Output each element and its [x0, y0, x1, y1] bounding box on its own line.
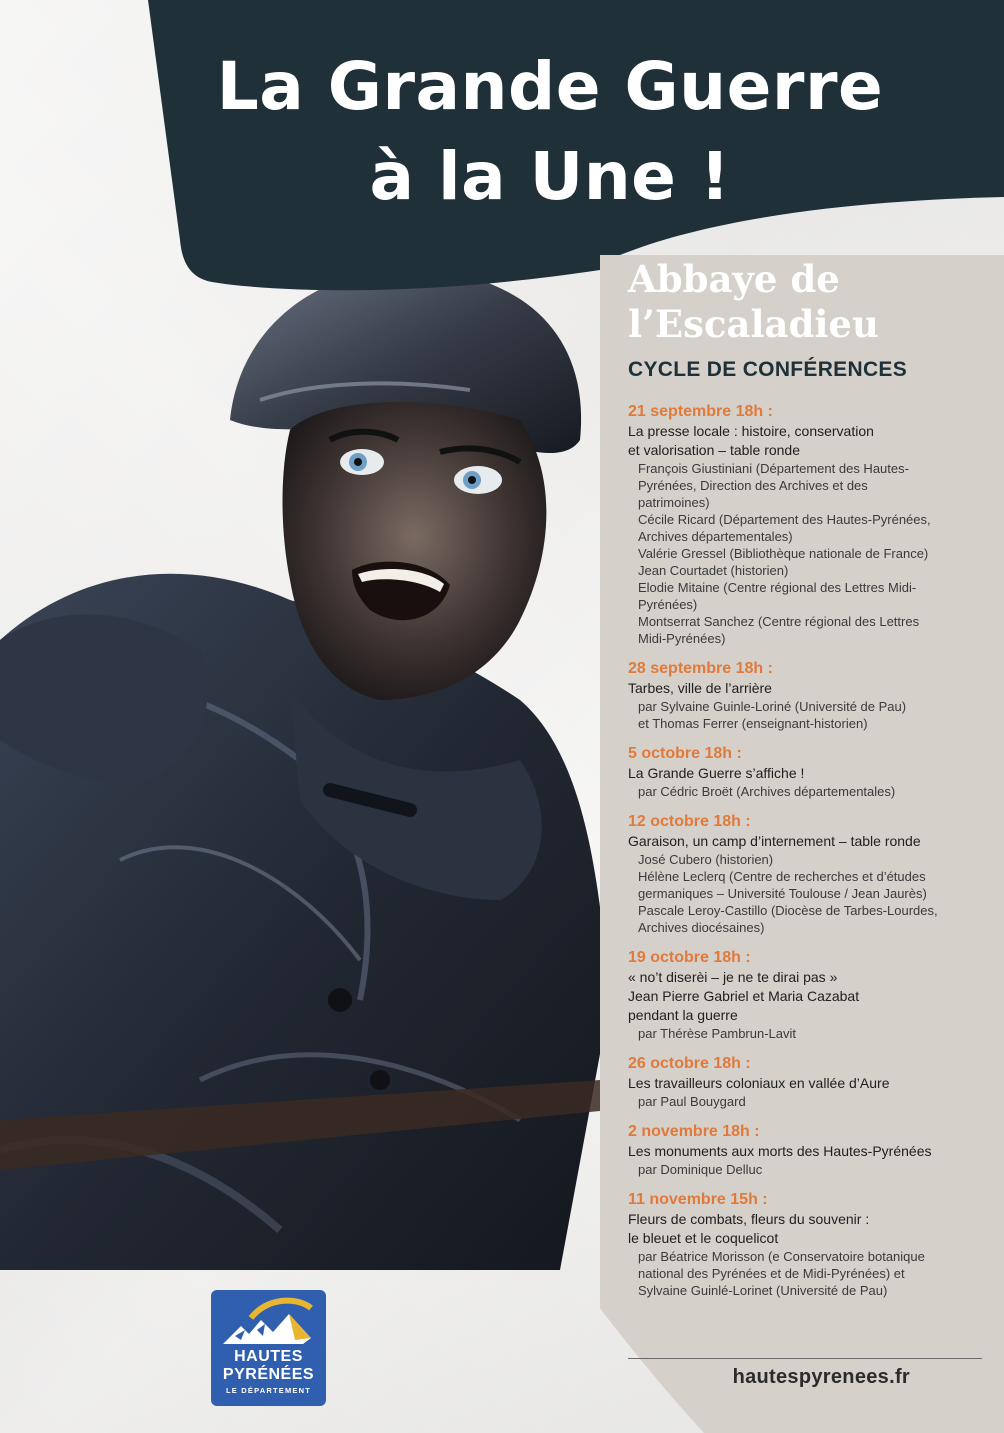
- logo-line-3: LE DÉPARTEMENT: [226, 1386, 311, 1395]
- event-item: [628, 402, 988, 647]
- event-speakers: [628, 1248, 988, 1299]
- speaker: par Paul Bouygard: [638, 1094, 746, 1109]
- event-title-line: Jean Pierre Gabriel et Maria Cazabat: [628, 988, 860, 1004]
- venue-title: [628, 257, 988, 347]
- event-title: [628, 422, 988, 460]
- event-title: [628, 832, 988, 851]
- speaker: par Sylvaine Guinle-Loriné (Université de Pau): [638, 699, 907, 714]
- event-title-line: « no’t diserèi – je ne te dirai pas »: [628, 969, 838, 985]
- event-item: [628, 744, 988, 800]
- hautes-pyrenees-logo: [211, 1290, 326, 1406]
- event-title: [628, 679, 988, 698]
- venue-line-1: Abbaye de: [628, 257, 840, 301]
- website-link[interactable]: hautespyrenees.fr: [732, 1366, 910, 1388]
- speaker: par Thérèse Pambrun-Lavit: [638, 1026, 797, 1041]
- event-title: [628, 968, 988, 1025]
- speaker: par Béatrice Morisson (e Conservatoire botanique national des Pyrénées et de Midi-Pyrénées) et: [638, 1249, 925, 1281]
- event-date: 21 septembre 18h :: [628, 403, 773, 420]
- event-date: 28 septembre 18h :: [628, 660, 773, 677]
- speaker: Cécile Ricard (Département des Hautes-Pyrénées, Archives départementales): [638, 512, 931, 544]
- event-date: 19 octobre 18h :: [628, 949, 751, 966]
- event-item: [628, 1122, 988, 1178]
- event-title-line: Fleurs de combats, fleurs du souvenir :: [628, 1211, 870, 1227]
- event-title-line: La presse locale : histoire, conservation: [628, 423, 874, 439]
- event-title-line: Les monuments aux morts des Hautes-Pyrénées: [628, 1143, 932, 1159]
- title-line-1: La Grande Guerre: [216, 48, 884, 125]
- event-item: [628, 1190, 988, 1299]
- event-title-line: pendant la guerre: [628, 1007, 738, 1023]
- speaker: par Dominique Delluc: [638, 1162, 763, 1177]
- speaker: et Thomas Ferrer (enseignant-historien): [638, 716, 868, 731]
- event-date: 26 octobre 18h :: [628, 1055, 751, 1072]
- event-title-line: La Grande Guerre s’affiche !: [628, 765, 805, 781]
- event-title-line: Les travailleurs coloniaux en vallée d’Aure: [628, 1075, 890, 1091]
- event-item: [628, 812, 988, 936]
- speaker: Jean Courtadet (historien): [638, 563, 789, 578]
- cycle-label: CYCLE DE CONFÉRENCES: [628, 358, 908, 381]
- speaker: Elodie Mitaine (Centre régional des Lettres Midi- Pyrénées): [638, 580, 917, 612]
- event-speakers: [628, 783, 988, 800]
- event-item: [628, 659, 988, 732]
- event-speakers: [628, 1161, 988, 1178]
- event-title: [628, 1210, 988, 1248]
- speaker: par Cédric Broët (Archives départementales): [638, 784, 896, 799]
- event-speakers: [628, 698, 988, 732]
- event-speakers: [628, 1025, 988, 1042]
- event-speakers: [628, 851, 988, 936]
- event-title-line: et valorisation – table ronde: [628, 442, 800, 458]
- event-speakers: [628, 1093, 988, 1110]
- speaker: Hélène Leclerq (Centre de recherches et d’études germaniques – Université Toulouse / Jean Jaurès): [638, 869, 927, 901]
- event-title: [628, 1074, 988, 1093]
- event-date: 11 novembre 15h :: [628, 1191, 768, 1208]
- event-title: [628, 1142, 988, 1161]
- event-item: [628, 948, 988, 1042]
- venue-line-2: l’Escaladieu: [628, 302, 879, 346]
- event-date: 2 novembre 18h :: [628, 1123, 760, 1140]
- event-title-line: Garaison, un camp d’internement – table ronde: [628, 833, 921, 849]
- logo-line-1: HAUTES: [234, 1348, 303, 1365]
- logo-line-2: PYRÉNÉES: [222, 1366, 315, 1383]
- footer-divider: [628, 1358, 982, 1359]
- speaker: Montserrat Sanchez (Centre régional des Lettres Midi-Pyrénées): [638, 614, 920, 646]
- speaker: Sylvaine Guinlé-Lorinet (Université de Pau): [638, 1283, 888, 1298]
- title-line-2: à la Une !: [369, 138, 731, 215]
- event-date: 5 octobre 18h :: [628, 745, 742, 762]
- event-item: [628, 1054, 988, 1110]
- event-title-line: Tarbes, ville de l’arrière: [628, 680, 772, 696]
- event-speakers: [628, 460, 988, 647]
- events-list: [628, 402, 988, 1311]
- speaker: Valérie Gressel (Bibliothèque nationale de France): [638, 546, 929, 561]
- speaker: José Cubero (historien): [638, 852, 774, 867]
- speaker: François Giustiniani (Département des Hautes- Pyrénées, Direction des Archives et des patrimoines): [638, 461, 909, 510]
- event-date: 12 octobre 18h :: [628, 813, 751, 830]
- event-title: [628, 764, 988, 783]
- event-title-line: le bleuet et le coquelicot: [628, 1230, 779, 1246]
- speaker: Pascale Leroy-Castillo (Diocèse de Tarbes-Lourdes, Archives diocésaines): [638, 903, 938, 935]
